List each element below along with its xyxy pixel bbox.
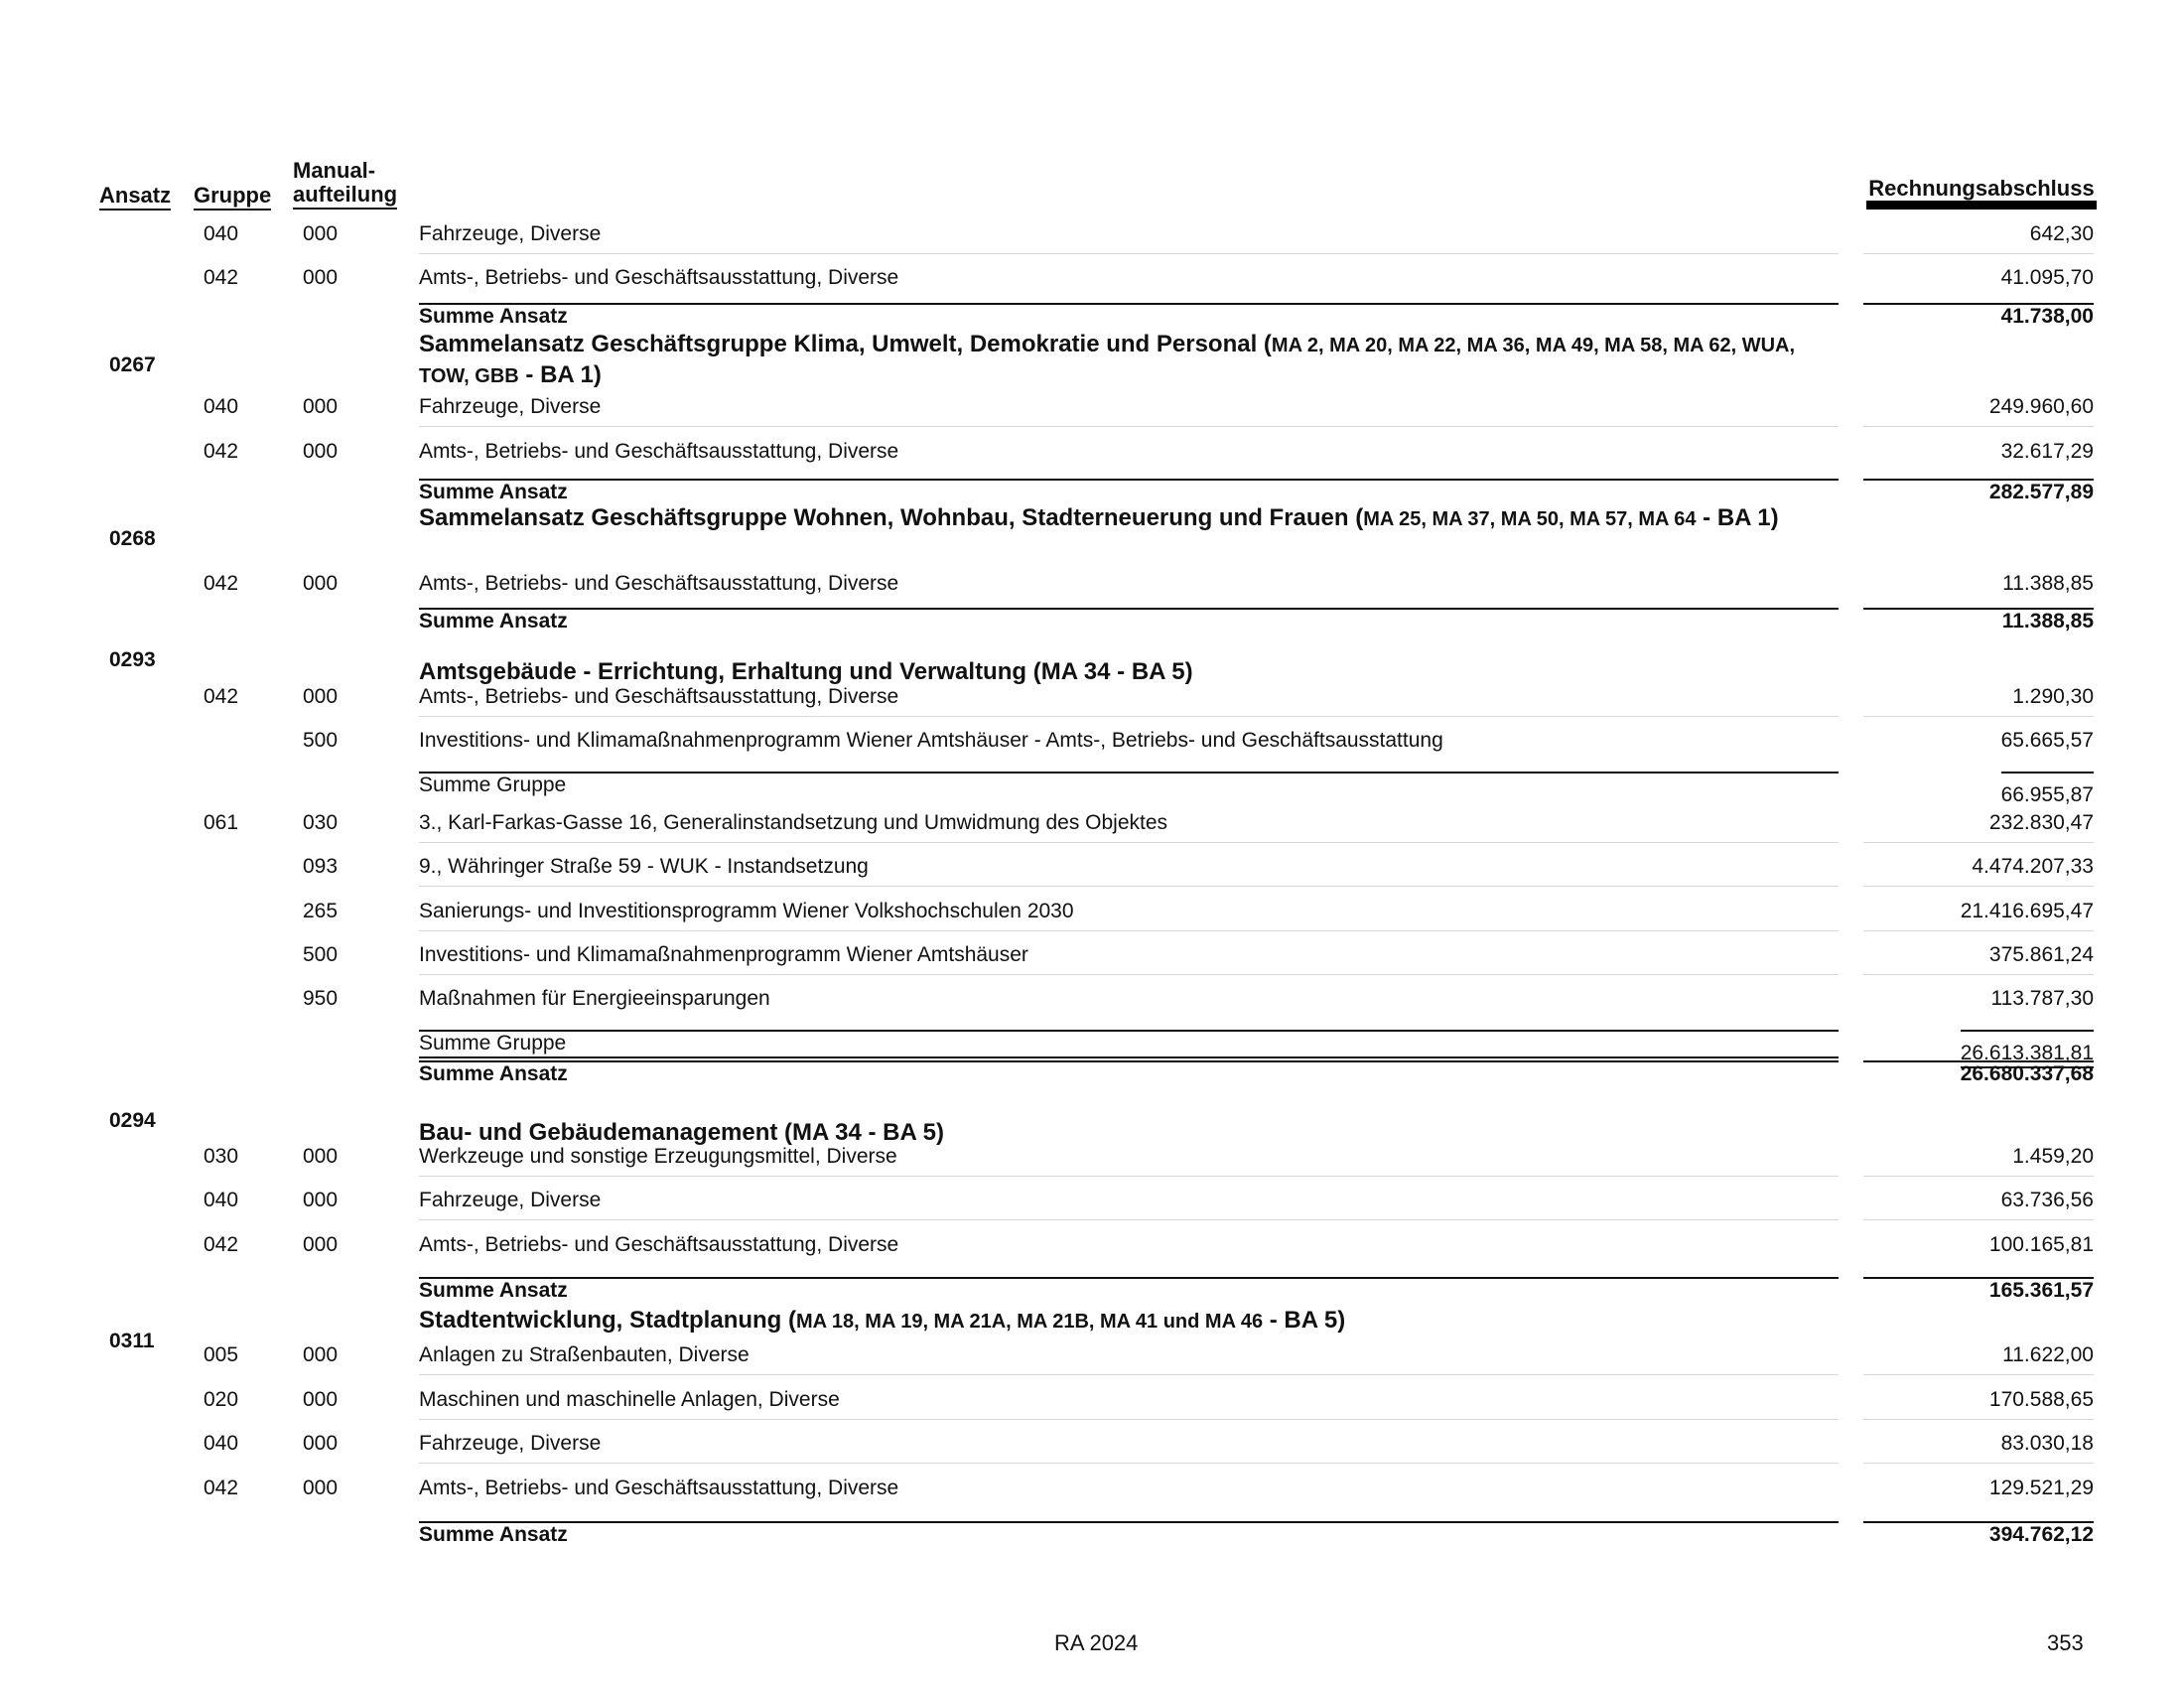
ansatz-code: 0267	[109, 353, 156, 376]
manual-cell: 000	[303, 222, 339, 245]
description-cell: Amts-, Betriebs- und Geschäftsausstattung, Diverse	[419, 1233, 899, 1256]
manual-cell: 000	[303, 1432, 339, 1455]
page-number: 353	[2047, 1630, 2084, 1655]
sum-amount: 394.762,12	[1863, 1521, 2094, 1547]
sum-label: Summe Ansatz	[419, 1521, 1839, 1547]
gruppe-cell: 005	[204, 1343, 239, 1366]
manual-cell: 000	[303, 266, 339, 289]
amount-cell: 375.861,24	[1863, 943, 2094, 975]
sum-label: Summe Ansatz	[419, 608, 1839, 633]
amount-cell: 249.960,60	[1863, 395, 2094, 427]
description-cell: Investitions- und Klimamaßnahmenprogramm Wiener Amtshäuser	[419, 943, 1839, 975]
sum-label: Summe Gruppe	[419, 772, 1839, 797]
amount-cell: 83.030,18	[1863, 1432, 2094, 1464]
description-cell: Maschinen und maschinelle Anlagen, Diverse	[419, 1388, 1839, 1420]
manual-cell: 500	[303, 943, 339, 966]
description-cell: Fahrzeuge, Diverse	[419, 1189, 1839, 1220]
manual-cell: 950	[303, 987, 339, 1010]
ansatz-code: 0268	[109, 527, 156, 550]
manual-cell: 500	[303, 729, 339, 752]
gruppe-cell: 042	[204, 685, 239, 708]
description-cell: Sanierungs- und Investitionsprogramm Wiener Volkshochschulen 2030	[419, 900, 1839, 931]
description-cell: 9., Währinger Straße 59 - WUK - Instandsetzung	[419, 855, 1839, 887]
sum-label: Summe Ansatz	[419, 479, 1839, 504]
section-title	[419, 330, 1839, 391]
description-cell: Werkzeuge und sonstige Erzeugungsmittel, Diverse	[419, 1145, 1839, 1177]
description-cell: Fahrzeuge, Diverse	[419, 1432, 1839, 1464]
section-title-end: - BA 5)	[1263, 1307, 1346, 1334]
manual-cell: 000	[303, 1189, 339, 1211]
gruppe-cell: 040	[204, 222, 239, 245]
sum-amount: 26.680.337,68	[1863, 1060, 2094, 1086]
sum-amount: 11.388,85	[1863, 608, 2094, 633]
ansatz-code: 0293	[109, 648, 156, 671]
section-title	[419, 1306, 1839, 1336]
manual-cell: 000	[303, 1145, 339, 1168]
ansatz-code: 0311	[109, 1330, 155, 1352]
column-header-manual-line1: Manual-	[293, 158, 376, 183]
section-title-main: Sammelansatz Geschäftsgruppe Klima, Umwelt, Demokratie und Personal (	[419, 331, 1272, 357]
column-header-ansatz: Ansatz	[99, 184, 171, 211]
gruppe-cell: 030	[204, 1145, 239, 1168]
amount-cell: 4.474.207,33	[1863, 855, 2094, 887]
description-cell: Fahrzeuge, Diverse	[419, 395, 1839, 427]
amount-cell: 1.459,20	[1863, 1145, 2094, 1177]
description-cell: Amts-, Betriebs- und Geschäftsausstattung, Diverse	[419, 266, 899, 289]
amount-cell: 65.665,57	[2000, 729, 2094, 752]
section-title-end: - BA 1)	[1696, 504, 1779, 531]
amount-cell: 642,30	[1863, 222, 2094, 254]
amount-cell: 63.736,56	[1863, 1189, 2094, 1220]
section-title-main: Stadtentwicklung, Stadtplanung (	[419, 1307, 796, 1334]
description-cell: Investitions- und Klimamaßnahmenprogramm Wiener Amtshäuser - Amts-, Betriebs- und Geschäftsausstattung	[419, 729, 1443, 752]
column-header-gruppe: Gruppe	[194, 184, 271, 211]
gruppe-cell: 040	[204, 1432, 239, 1455]
gruppe-cell: 061	[204, 811, 239, 834]
footer-report-label: RA 2024	[1054, 1630, 1139, 1655]
sum-amount: 41.738,00	[1863, 303, 2094, 329]
sum-amount: 26.613.381,81	[1961, 1030, 2094, 1068]
manual-cell: 265	[303, 900, 339, 922]
sum-label: Summe Ansatz	[419, 1277, 1839, 1303]
amount-cell: 11.622,00	[1863, 1343, 2094, 1375]
manual-cell: 000	[303, 1343, 339, 1366]
section-title-departments: MA 2, MA 20, MA 22, MA 36, MA 49, MA 58, MA 62, WUA, TOW, GBB	[419, 335, 1796, 387]
gruppe-cell: 020	[204, 1388, 239, 1411]
manual-cell: 000	[303, 1477, 339, 1499]
amount-cell: 1.290,30	[1863, 685, 2094, 717]
manual-cell: 000	[303, 1388, 339, 1411]
amount-cell: 232.830,47	[1863, 811, 2094, 843]
description-cell: Fahrzeuge, Diverse	[419, 222, 1839, 254]
manual-cell: 000	[303, 572, 339, 595]
section-title-end: - BA 1)	[518, 361, 602, 388]
column-header-manual-line2: aufteilung	[293, 183, 397, 210]
manual-cell: 000	[303, 1233, 339, 1256]
description-cell: Maßnahmen für Energieeinsparungen	[419, 987, 770, 1010]
amount-cell: 41.095,70	[2000, 266, 2094, 289]
description-cell: Amts-, Betriebs- und Geschäftsausstattung, Diverse	[419, 440, 899, 463]
gruppe-cell: 040	[204, 395, 239, 418]
manual-cell: 000	[303, 395, 339, 418]
gruppe-cell: 042	[204, 1477, 239, 1499]
section-title-main: Bau- und Gebäudemanagement (MA 34 - BA 5)	[419, 1119, 944, 1146]
section-title-departments: MA 18, MA 19, MA 21A, MA 21B, MA 41 und MA 46	[796, 1311, 1264, 1333]
amount-cell: 100.165,81	[1988, 1233, 2094, 1256]
manual-cell: 000	[303, 685, 339, 708]
description-cell: Amts-, Betriebs- und Geschäftsausstattung, Diverse	[419, 685, 1839, 717]
description-cell: 3., Karl-Farkas-Gasse 16, Generalinstandsetzung und Umwidmung des Objektes	[419, 811, 1839, 843]
gruppe-cell: 042	[204, 266, 239, 289]
description-cell: Anlagen zu Straßenbauten, Diverse	[419, 1343, 1839, 1375]
manual-cell: 000	[303, 440, 339, 463]
amount-cell: 11.388,85	[2002, 572, 2094, 595]
section-title-main: Amtsgebäude - Errichtung, Erhaltung und Verwaltung (MA 34 - BA 5)	[419, 658, 1193, 685]
gruppe-cell: 042	[204, 572, 239, 595]
description-cell: Amts-, Betriebs- und Geschäftsausstattung, Diverse	[419, 572, 899, 595]
gruppe-cell: 040	[204, 1189, 239, 1211]
section-title	[419, 503, 1839, 534]
section-title-departments: MA 25, MA 37, MA 50, MA 57, MA 64	[1363, 508, 1697, 530]
sum-amount: 66.955,87	[2001, 772, 2094, 807]
manual-cell: 030	[303, 811, 339, 834]
sum-label: Summe Gruppe	[419, 1030, 1839, 1058]
gruppe-cell: 042	[204, 1233, 239, 1256]
gruppe-cell: 042	[204, 440, 239, 463]
amount-cell: 32.617,29	[2000, 440, 2094, 463]
section-title	[419, 657, 1839, 688]
sum-label: Summe Ansatz	[419, 1060, 1839, 1086]
sum-amount: 165.361,57	[1863, 1277, 2094, 1303]
amount-cell: 129.521,29	[1988, 1477, 2094, 1499]
sum-amount: 282.577,89	[1863, 479, 2094, 504]
sum-label: Summe Ansatz	[419, 303, 1839, 329]
amount-cell: 113.787,30	[1990, 987, 2094, 1010]
amount-cell: 21.416.695,47	[1863, 900, 2094, 931]
description-cell: Amts-, Betriebs- und Geschäftsausstattung, Diverse	[419, 1477, 899, 1499]
ansatz-code: 0294	[109, 1109, 156, 1132]
column-header-rechnungsabschluss: Rechnungsabschluss	[1866, 177, 2097, 210]
manual-cell: 093	[303, 855, 339, 878]
section-title-main: Sammelansatz Geschäftsgruppe Wohnen, Wohnbau, Stadterneuerung und Frauen (	[419, 504, 1364, 531]
amount-cell: 170.588,65	[1863, 1388, 2094, 1420]
